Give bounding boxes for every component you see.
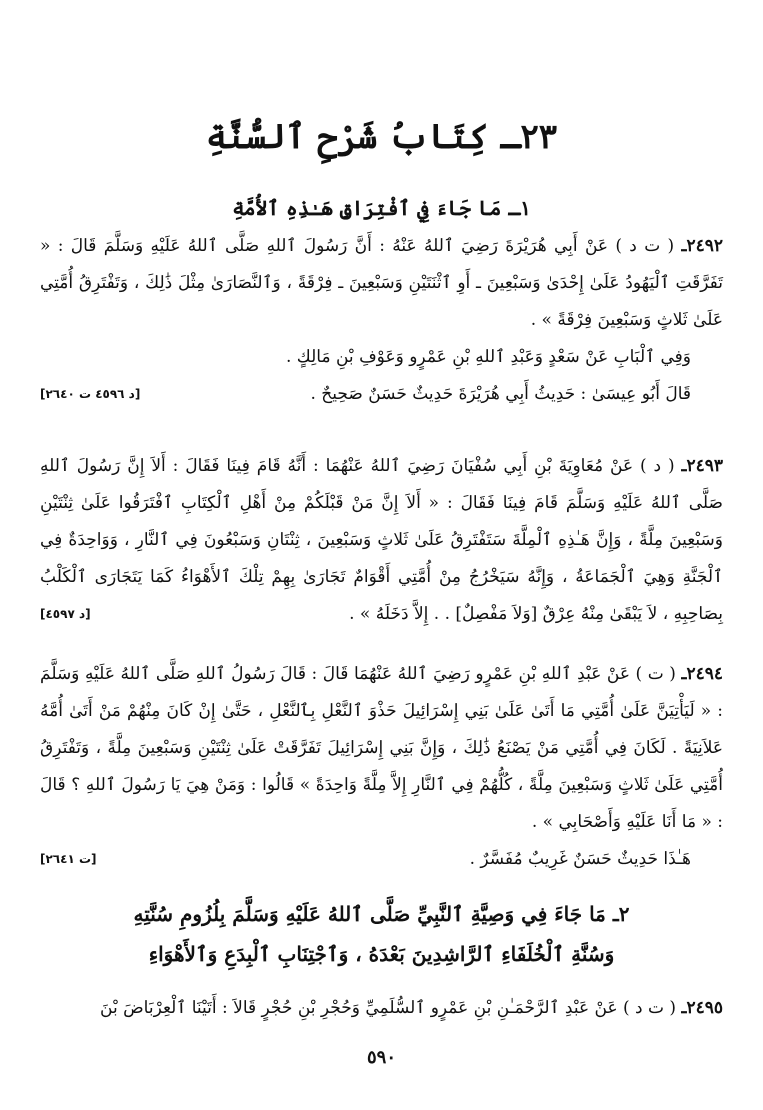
chapter-2-title-line-2: وَسُنَّةِ ٱلْخُلَفَاءِ ٱلرَّاشِدِينَ بَعْدَهُ ، وَٱجْتِنَابِ ٱلْبِدَعِ وَٱلأَهْوَاءِ bbox=[148, 942, 615, 966]
hadith-number: ٢٤٩٥ـ bbox=[681, 998, 723, 1018]
hadith-body: ( ت ) عَنْ عَبْدِ ٱللهِ بْنِ عَمْرٍو رَضِيَ ٱللهُ عَنْهُمَا قَالَ : قَالَ رَسُولُ ٱللهِ صَلَّى ٱللهُ عَلَيْهِ وَسَلَّمَ : « لَيَأْتِيَنَّ عَلَىٰ أُمَّتِي مَا أَتَىٰ عَلَىٰ بَنِي إِسْرَائِيلَ حَذْوَ ٱلنَّعْلِ بِٱلنَّعْلِ ، حَتَّىٰ إِنْ كَانَ مِنْهُمْ مَنْ أَتَىٰ أُمَّهُ عَلاَنِيَةً . لَكَانَ فِي أُمَّتِي مَنْ يَصْنَعُ ذَٰلِكَ ، وَإِنَّ بَنِي إِسْرَائِيلَ تَفَرَّقَتْ عَلَىٰ ثِنْتَيْنِ وَسَبْعِينَ مِلَّةً ، وَتَفْتَرِقُ أُمَّتِي عَلَىٰ ثَلاثٍ وَسَبْعِينَ مِلَّةً ، كُلُّهُمْ فِي ٱلنَّارِ إِلاَّ مِلَّةً وَاحِدَةً » قَالُوا : وَمَنْ هِيَ يَا رَسُولَ ٱللهِ ؟ قَالَ : « مَا أَنَا عَلَيْهِ وَأَصْحَابِي » . bbox=[40, 664, 723, 832]
hadith-grade: هَـٰذَا حَدِيثٌ حَسَنٌ غَرِيبٌ مُفَسَّرٌ . bbox=[469, 849, 691, 869]
hadith-reference: [د ٤٥٩٦ ت ٢٦٤٠] bbox=[40, 387, 141, 401]
hadith-2492 bbox=[40, 228, 723, 413]
hadith-grade: قَالَ أَبُو عِيسَىٰ : حَدِيثُ أَبِي هُرَيْرَةَ حَدِيثٌ حَسَنٌ صَحِيحٌ . bbox=[310, 384, 691, 404]
chapter-1-title: ١ـ مَا جَاءَ فِي ٱفْتِرَاقِ هَـٰذِهِ ٱلأُمَّةِ bbox=[232, 196, 531, 220]
hadith-2493 bbox=[40, 448, 723, 633]
chapter-2-title-line-1: ٢ـ مَا جَاءَ فِي وَصِيَّةِ ٱلنَّبِيِّ صَلَّى ٱللهُ عَلَيْهِ وَسَلَّمَ بِلُزُومِ سُنَّتِهِ bbox=[133, 902, 630, 926]
hadith-reference: [ت ٢٦٤١] bbox=[40, 852, 97, 866]
hadith-2492-grade-line bbox=[40, 376, 723, 413]
hadith-2493-text bbox=[40, 448, 723, 633]
hadith-2494 bbox=[40, 656, 723, 878]
hadith-2495 bbox=[40, 990, 723, 1027]
hadith-number: ٢٤٩٤ـ bbox=[681, 664, 724, 684]
hadith-reference: [د ٤٥٩٧] bbox=[40, 607, 91, 621]
page-number: ٥٩٠ bbox=[366, 1047, 396, 1068]
hadith-2494-text bbox=[40, 656, 723, 841]
hadith-number: ٢٤٩٣ـ bbox=[681, 456, 724, 476]
hadith-body: ( ت د ) عَنْ أَبِي هُرَيْرَةَ رَضِيَ ٱللهُ عَنْهُ : أَنَّ رَسُولَ ٱللهِ صَلَّى ٱللهُ عَلَيْهِ وَسَلَّمَ قَالَ : « تَفَرَّقَتِ ٱلْيَهُودُ عَلَىٰ إِحْدَىٰ وَسَبْعِينَ ـ أَوِ ٱثْنَتَيْنِ وَسَبْعِينَ ـ فِرْقَةً ، وَٱلنَّصَارَىٰ مِثْلَ ذَٰلِكَ ، وَتَفْتَرِقُ أُمَّتِي عَلَىٰ ثَلاثٍ وَسَبْعِينَ فِرْقَةً » . bbox=[40, 236, 723, 330]
hadith-2495-text bbox=[40, 990, 723, 1027]
hadith-2492-text bbox=[40, 228, 723, 339]
hadith-2494-grade-line bbox=[40, 841, 723, 878]
book-title: ٢٣ـ كِتَابُ شَرْحِ ٱلسُّنَّةِ bbox=[206, 117, 557, 157]
hadith-body: ( د ) عَنْ مُعَاوِيَةَ بْنِ أَبِي سُفْيَانَ رَضِيَ ٱللهُ عَنْهُمَا : أَنَّهُ قَامَ فِينَا فَقَالَ : أَلاَ إِنَّ رَسُولَ ٱللهِ صَلَّى ٱللهُ عَلَيْهِ وَسَلَّمَ قَامَ فِينَا فَقَالَ : « أَلاَ إِنَّ مَنْ قَبْلَكُمْ مِنْ أَهْلِ ٱلْكِتَابِ ٱفْتَرَقُوا عَلَىٰ ثِنْتَيْنِ وَسَبْعِينَ مِلَّةً ، وَإِنَّ هَـٰذِهِ ٱلْمِلَّةَ سَتَفْتَرِقُ عَلَىٰ ثَلاثٍ وَسَبْعِينَ ، ثِنْتَانِ وَسَبْعُونَ فِي ٱلنَّارِ ، وَوَاحِدَةٌ فِي ٱلْجَنَّةِ وَهِيَ ٱلْجَمَاعَةُ ، وَإِنَّهُ سَيَخْرُجُ مِنْ أُمَّتِي أَقْوَامٌ تَجَارَىٰ بِهِمْ تِلْكَ ٱلأَهْوَاءُ كَمَا يَتَجَارَى ٱلْكَلْبُ بِصَاحِبِهِ ، لاَ يَبْقَىٰ مِنْهُ عِرْقٌ [وَلاَ مَفْصِلٌ] . . إِلاَّ دَخَلَهُ » . bbox=[40, 456, 723, 624]
hadith-body: ( ت د ) عَنْ عَبْدِ ٱلرَّحْمَـٰنِ بْنِ عَمْرٍو ٱلسُّلَمِيِّ وَحُجْرِ بْنِ حُجْرٍ قَالاَ : أَتَيْنَا ٱلْعِرْبَاضَ بْنَ bbox=[100, 998, 677, 1018]
hadith-number: ٢٤٩٢ـ bbox=[681, 236, 723, 256]
hadith-2492-bab: وَفِي ٱلْبَابِ عَنْ سَعْدٍ وَعَبْدِ ٱللهِ بْنِ عَمْرٍو وَعَوْفِ بْنِ مَالِكٍ . bbox=[285, 347, 691, 367]
